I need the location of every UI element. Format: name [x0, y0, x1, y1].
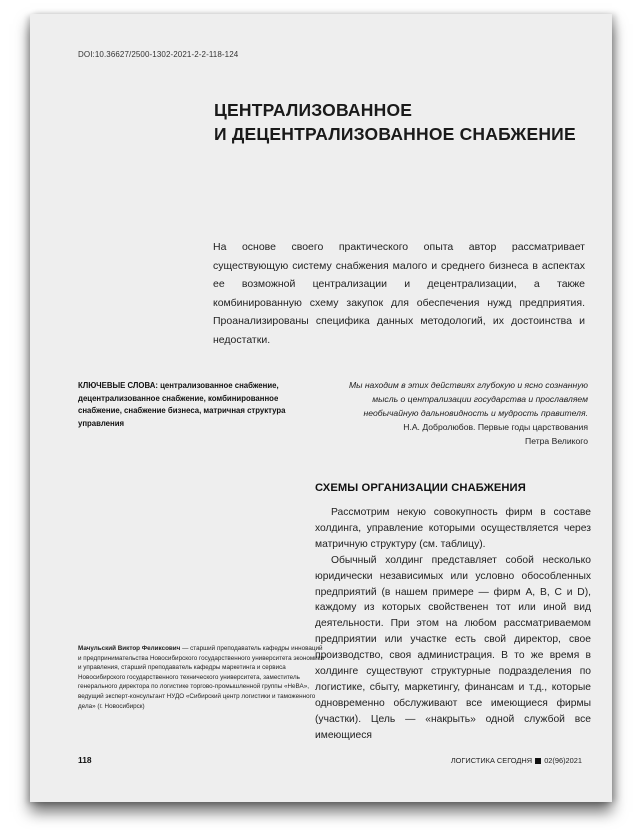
title-line-2: И ДЕЦЕНТРАЛИЗОВАННОЕ СНАБЖЕНИЕ — [214, 124, 576, 144]
paragraph: Рассмотрим некую совокупность фирм в составе холдинга, управление которыми осуществляется через матричную структуру (см. таблицу). — [315, 507, 591, 550]
author-bio: — старший преподаватель кафедры инноваций и предпринимательства Новосибирского государственного университета экономики и управления, старший преподаватель кафедры маркетинга и сервиса Новосибирского государственного технического университета, заместитель генерального директора по логистике торгово-промышленной группы «НеВА», ведущий эксперт-консультант НУДО «Сибирский центр логистики и таможенного дела» (г. Новосибирск) — [78, 645, 324, 710]
keywords-block — [78, 380, 322, 430]
title-line-1: ЦЕНТРАЛИЗОВАННОЕ — [214, 100, 413, 120]
paragraph: Обычный холдинг представляет собой несколько юридически независимых или условно обособленных предприятий (в нашем примере — фирм A, B, C и D), каждому из которых свойственен тот или иной вид деятельности. При этом на любом рассматриваемом предприятии или участке есть свой директор, свое производство, своя администрация. В то же время в холдинге существуют структурные подразделения по логистике, сбыту, маркетингу, финансам и т.д., которые одновременно обслуживают все имеющиеся фирмы (участки). Цель — «накрыть» одной службой все имеющиеся — [315, 554, 591, 741]
running-footer — [451, 756, 582, 765]
body-text — [315, 505, 591, 744]
doi-label[interactable]: DOI:10.36627/2500-1302-2021-2-2-118-124 — [78, 50, 239, 59]
abstract: На основе своего практического опыта автор рассматривает существующую систему снабжения малого и среднего бизнеса в аспектах ее возможной централизации и децентрализации, а также комбинированную схему закупок для обеспечения нужд предприятия. Проанализированы специфика данных методологий, их достоинства и недостатки. — [213, 241, 585, 346]
article-title — [214, 98, 594, 146]
epigraph-attribution-line-1: Н.А. Добролюбов. Первые годы царствования — [403, 422, 588, 432]
section-heading: СХЕМЫ ОРГАНИЗАЦИИ СНАБЖЕНИЯ — [315, 482, 526, 494]
epigraph-quote: Мы находим в этих действиях глубокую и ясно сознанную мысль о централизации государства и прославляем необычайную дальновидность и мудрость правителя. — [348, 380, 588, 418]
epigraph-attribution-line-2: Петра Великого — [525, 436, 588, 446]
author-name: Мачульский Виктор Феликсович — [78, 645, 181, 652]
journal-name: ЛОГИСТИКА СЕГОДНЯ — [450, 756, 533, 765]
page-number: 118 — [78, 755, 92, 765]
journal-page — [30, 14, 612, 802]
author-info — [78, 644, 324, 711]
square-separator-icon — [535, 758, 541, 764]
epigraph — [330, 378, 588, 448]
issue-number: 02(96)2021 — [544, 756, 582, 765]
keywords-label: КЛЮЧЕВЫЕ СЛОВА: — [78, 381, 158, 390]
keywords-text: централизованное снабжение, децентрализованное снабжение, комбинированное снабжение, снабжение бизнеса, матричная структура управления — [78, 381, 286, 428]
